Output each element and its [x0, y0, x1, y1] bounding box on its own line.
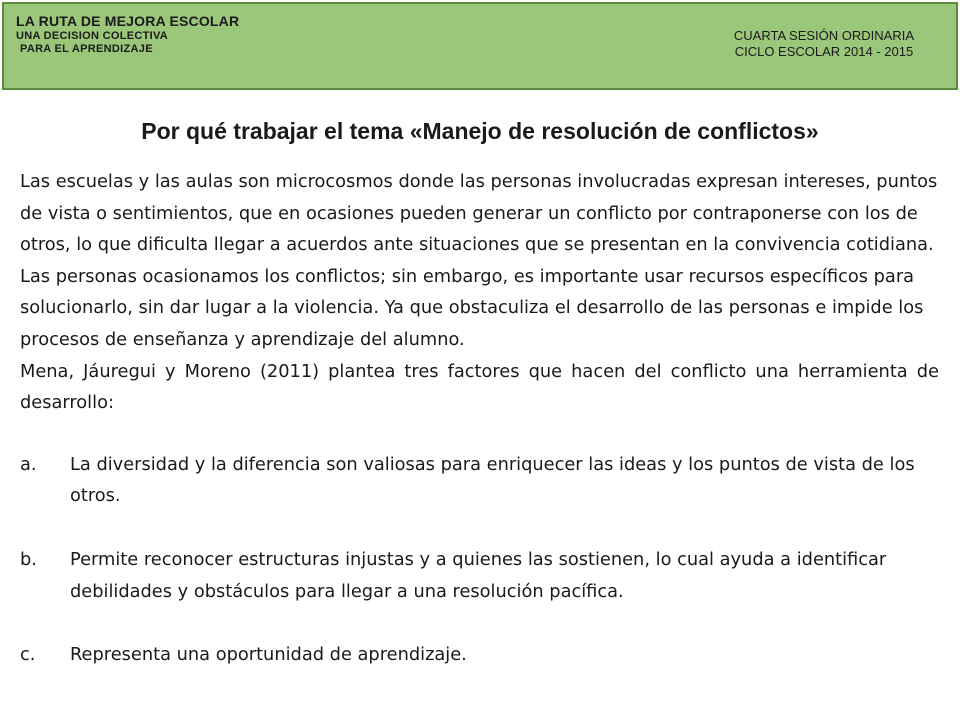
program-title-line-2: UNA DECISION COLECTIVA: [16, 30, 169, 42]
slide-title: Por qué trabajar el tema «Manejo de resolución de conflictos»: [141, 118, 819, 144]
session-name: CUARTA SESIÓN ORDINARIA: [733, 28, 914, 43]
list-item-text: La diversidad y la diferencia son valiosas para enriquecer las ideas y los puntos de vista de los otros.: [70, 453, 915, 507]
header-banner: [2, 2, 958, 90]
list-marker: b.: [20, 548, 37, 570]
list-item: [20, 449, 939, 512]
intro-paragraph: Las escuelas y las aulas son microcosmos donde las personas involucradas expresan intereses, puntos de vista o sentimientos, que en ocasiones pueden generar un conflicto por contraponerse con los de otros, lo que dificulta llegar a acuerdos ante situaciones que se presentan en la convivencia cotidiana. Las personas ocasionamos los conflictos; sin embargo, es importante usar recursos específicos para solucionarlo, sin dar lugar a la violencia. Ya que obstaculiza el desarrollo de las personas e impide los procesos de enseñanza y aprendizaje del alumno.: [20, 171, 938, 350]
list-marker: a.: [20, 453, 37, 475]
session-info: [734, 28, 914, 59]
list-item: [20, 639, 939, 671]
school-cycle: CICLO ESCOLAR 2014 - 2015: [734, 43, 914, 59]
program-title-line-1: LA RUTA DE MEJORA ESCOLAR: [16, 13, 240, 29]
citation-paragraph: Mena, Jáuregui y Moreno (2011) plantea tres factores que hacen del conflicto una herramienta de desarrollo:: [20, 360, 939, 414]
list-item-text: Permite reconocer estructuras injustas y a quienes las sostienen, lo cual ayuda a identificar debilidades y obstáculos para llegar a una resolución pacífica.: [70, 548, 887, 602]
list-item: [20, 544, 939, 607]
program-title-line-3: PARA EL APRENDIZAJE: [20, 43, 153, 55]
list-item-text: Representa una oportunidad de aprendizaje.: [70, 644, 467, 666]
factors-list: [20, 449, 939, 671]
list-marker: c.: [20, 644, 36, 666]
program-title: [16, 14, 239, 55]
slide-content: [20, 166, 939, 703]
